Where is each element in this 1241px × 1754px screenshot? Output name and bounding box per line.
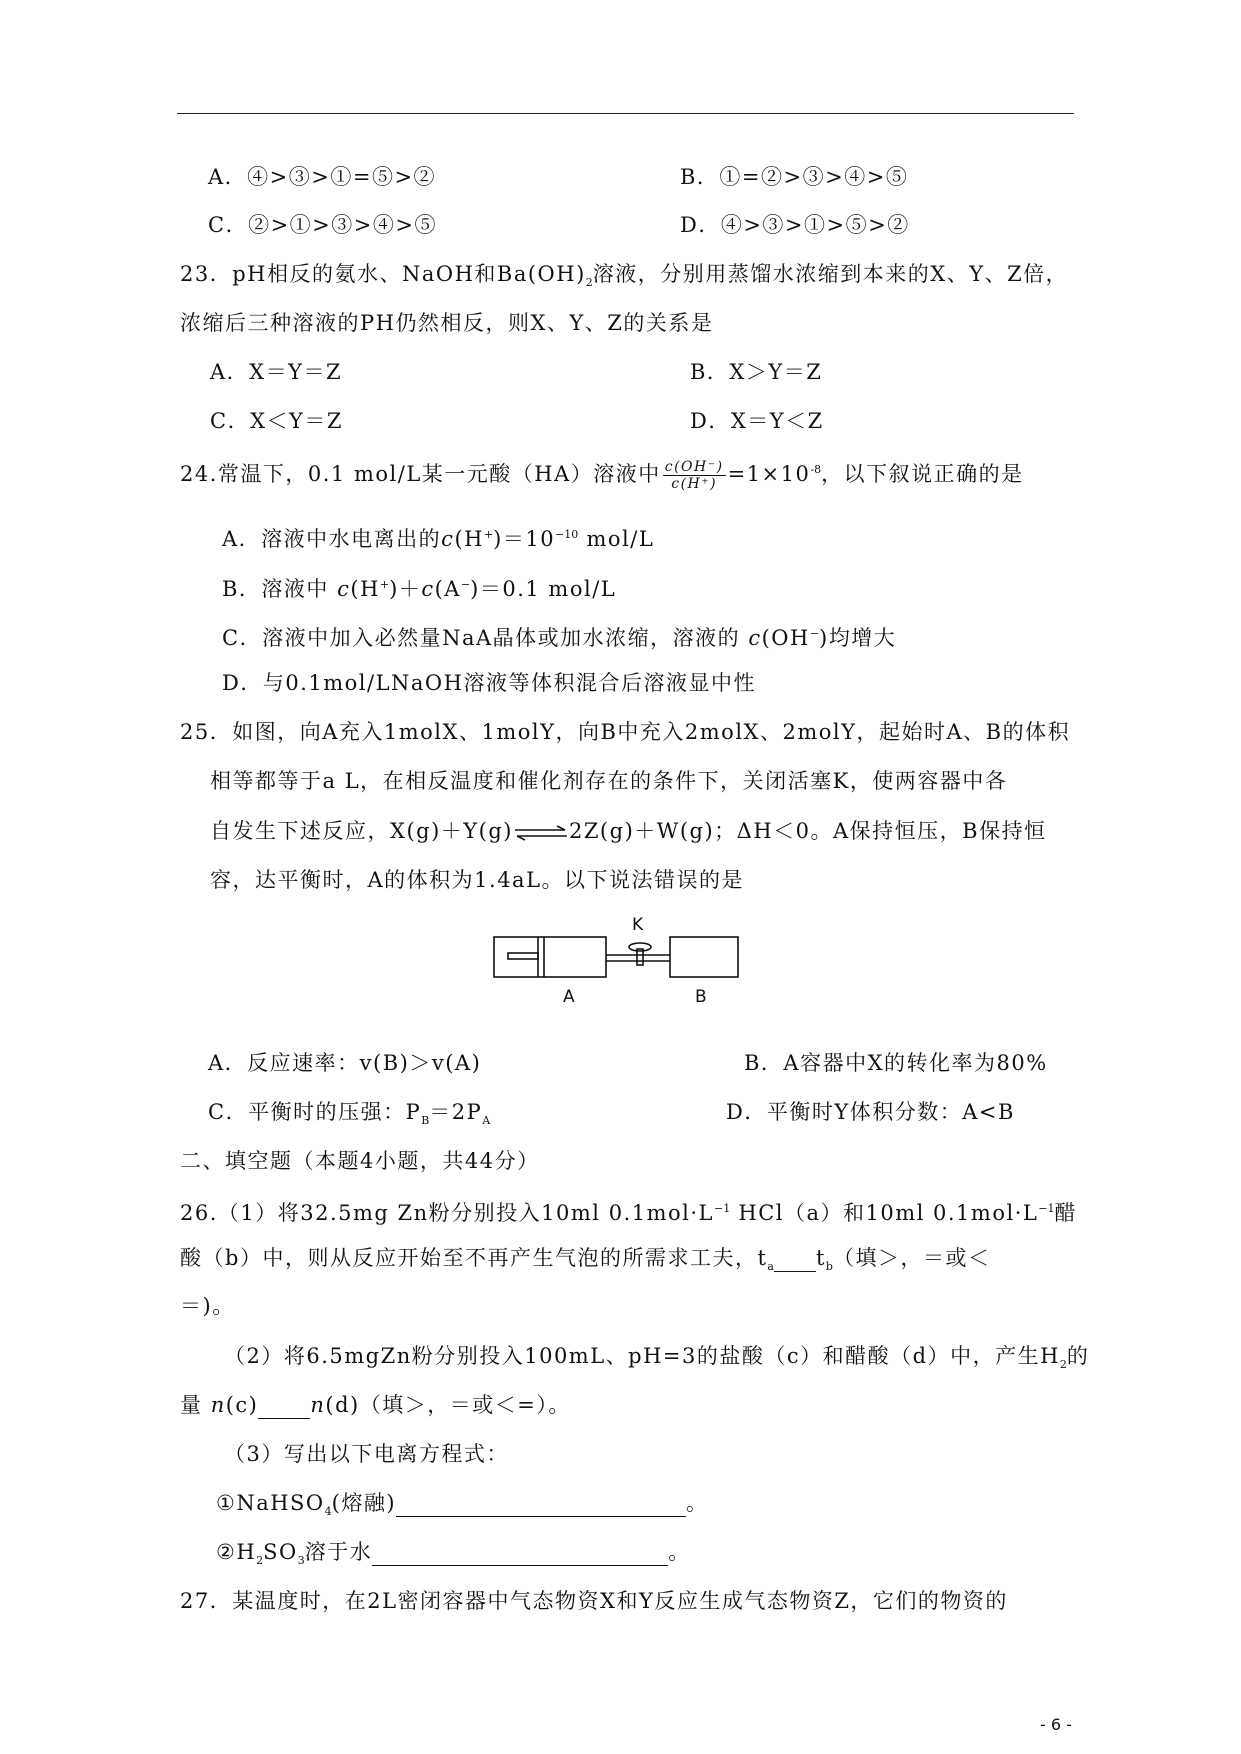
q23-option-d: D．X＝Y＜Z [690,409,824,433]
reversible-arrow-icon [513,825,569,841]
q26-line-2: 酸（b）中，则从反应开始至不再产生气泡的所需求工夫，$t_a$ $t_b$（填＞，＝或＜ [180,1246,991,1274]
q26-line-1: 26.（1）将32.5mg Zn粉分别投入10ml $0.1mol\cdot L^{-1}$ HCl（a）和10ml $0.1mol\cdot L^{-1}$醋 [180,1201,1078,1225]
answer-blank-h2-amount[interactable] [258,1392,310,1419]
q25-stem-line-2: 相等都等于a L，在相反温度和催化剂存在的条件下，关闭活塞K，使两容器中各 [210,769,1008,793]
q25-option-a: A．反应速率：v(B)＞v(A) [208,1051,482,1075]
q22-option-a: A．④>③>①=⑤>② [208,165,437,189]
header-rule [177,113,1074,114]
q25-option-d: D．平衡时Y体积分数：A<B [726,1100,1015,1124]
q22-option-d: D．④>③>①>⑤>② [680,213,910,237]
q26-part-3-heading: （3）写出以下电离方程式： [224,1442,509,1466]
q25-option-c: C．平衡时的压强：$P_B=2P_A$ [208,1100,491,1128]
q26-equation-1: ①NaHSO$_4$(熔融) 。 [216,1491,709,1519]
answer-blank-nahso4[interactable] [396,1490,686,1517]
q26-part-2-line-2: 量 n(c) n(d)（填＞，＝或＜=）。 [180,1393,571,1417]
container-diagram-drawing [490,915,750,985]
q23-option-c: C．X＜Y＝Z [210,409,343,433]
container-a-label: A [563,987,575,1007]
valve-k-label: K [632,915,644,935]
q25-stem-line-1: 25．如图，向A充入1molX、1molY，向B中充入2molX、2molY，起始时A、B的体积 [180,720,1071,744]
q22-option-c: C．②>①>③>④>⑤ [208,213,437,237]
q27-line-1: 27．某温度时，在2L密闭容器中气态物资X和Y反应生成气态物资Z，它们的物资的 [180,1589,1008,1613]
q24-option-a: A．溶液中水电离出的$c(H^+)=10^{-10}$ mol/L [222,527,655,551]
q25-stem-line-3: 自发生下述反应，X(g)＋Y(g) 2Z(g)＋W(g)；ΔH＜0。A保持恒压，B保持恒 [210,819,1047,843]
container-diagram [490,915,750,1015]
q23-option-b: B．X＞Y＝Z [690,360,823,384]
q26-line-3: ＝)。 [180,1294,235,1318]
q24-option-d: D．与0.1mol/LNaOH溶液等体积混合后溶液显中性 [222,671,756,695]
q23-stem-line-1: 23．pH相反的氨水、NaOH和$Ba(OH)_2$溶液，分别用蒸馏水浓缩到本来的X、Y、Z倍， [180,262,1069,290]
answer-blank-time[interactable] [774,1245,816,1272]
q23-option-a: A．X＝Y＝Z [210,360,343,384]
q26-part-2-line-1: （2）将6.5mgZn粉分别投入100mL、pH=3的盐酸（c）和醋酸（d）中，产生$H_2$的 [224,1344,1090,1372]
q24-stem: 24.常温下，0.1 mol/L某一元酸（HA）溶液中 $\frac{c(OH^-)}{c(H^+)}$ $=1\times 10^{-8}$，以下叙说正确的是 [180,459,1024,492]
q22-option-b: B．①=②>③>④>⑤ [680,165,909,189]
q25-stem-line-4: 容，达平衡时，A的体积为1.4aL。以下说法错误的是 [210,868,745,892]
concentration-ratio-fraction: $\frac{c(OH^-)}{c(H^+)}$ [664,459,724,492]
container-b-label: B [695,987,707,1007]
q25-option-b: B．A容器中X的转化率为80% [744,1051,1048,1075]
q23-stem-line-2: 浓缩后三种溶液的PH仍然相反，则X、Y、Z的关系是 [180,311,714,335]
page-number: - 6 - [1040,1715,1072,1734]
q24-option-b: B．溶液中 c(H+)＋c(A−)＝0.1 mol/L [222,577,617,601]
q26-equation-2: $②H_2SO_3$溶于水 。 [216,1540,691,1568]
section-2-heading: 二、填空题（本题4小题，共44分） [180,1149,540,1173]
q24-option-c: C．溶液中加入必然量NaA晶体或加水浓缩，溶液的 c(OH−)均增大 [222,626,897,650]
answer-blank-h2so3[interactable] [372,1539,668,1566]
